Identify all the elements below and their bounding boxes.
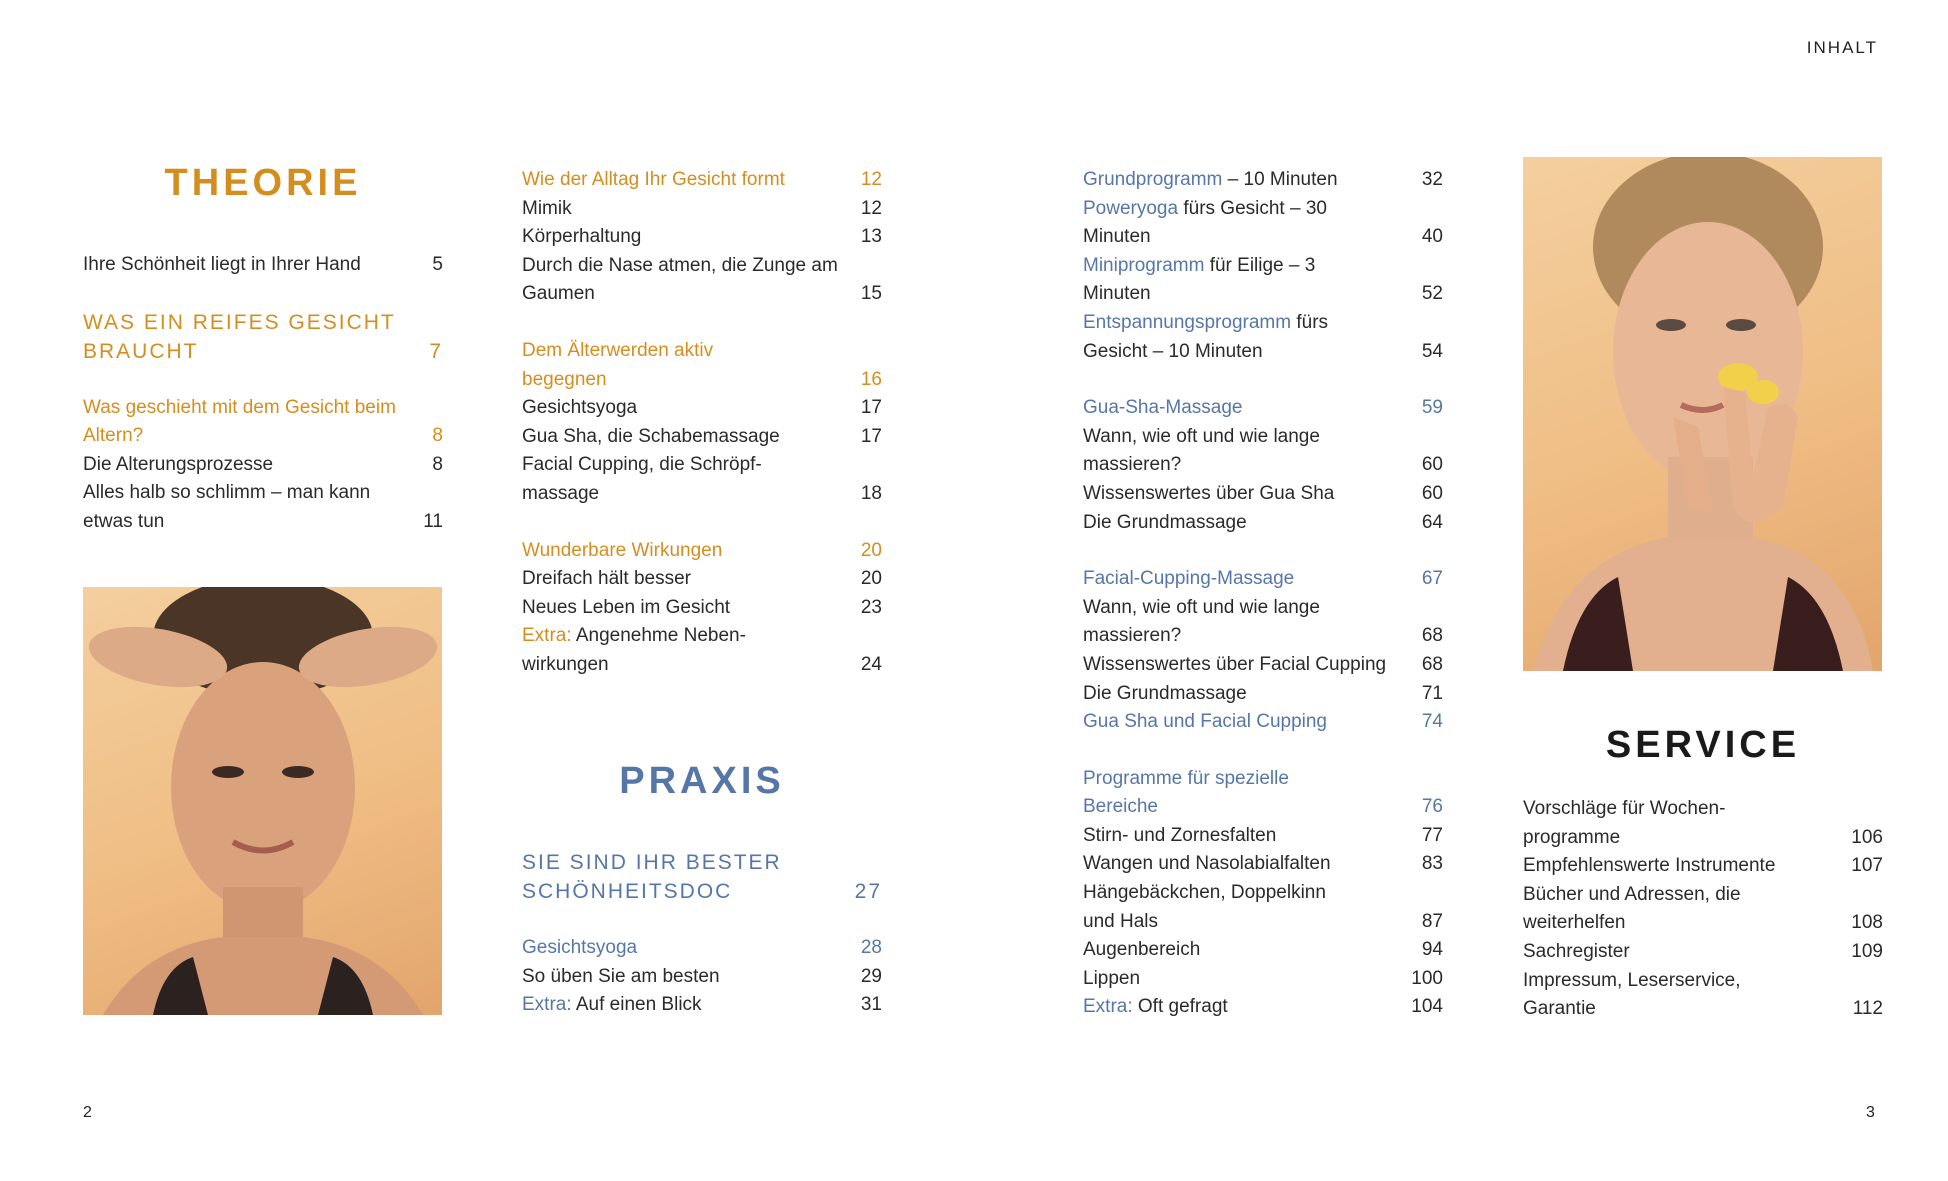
toc-entry[interactable]: So üben Sie am besten 29 [522, 965, 882, 987]
toc-entry[interactable]: Die Grundmassage 71 [1083, 682, 1443, 704]
toc-program-entry[interactable]: Entspannungsprogramm fürs Gesicht – 10 Minuten 54 [1083, 311, 1443, 362]
photo-face-massage-tool [1523, 157, 1882, 671]
toc-entry[interactable]: Wangen und Nasolabialfalten 83 [1083, 853, 1443, 875]
toc-entry[interactable]: Augenbereich 94 [1083, 939, 1443, 961]
toc-entry[interactable]: Neues Leben im Gesicht 23 [522, 596, 882, 618]
toc-extra-entry[interactable]: Extra: Auf einen Blick 31 [522, 994, 882, 1016]
toc-subchapter[interactable]: Programme für spezielle Bereiche 76 [1083, 767, 1443, 818]
toc-subchapter[interactable]: Gua-Sha-Massage 59 [1083, 397, 1443, 419]
toc-entry[interactable]: Alles halb so schlimm – man kann etwas tun 11 [83, 482, 443, 532]
toc-entry[interactable]: Wissenswertes über Gua Sha 60 [1083, 482, 1443, 504]
section-service [1523, 724, 1883, 767]
toc-entry[interactable]: Gua Sha, die Schabemassage 17 [522, 425, 882, 447]
toc-program-entry[interactable]: Grundprogramm – 10 Minuten 32 [1083, 169, 1443, 190]
section-title-theorie: THEORIE [164, 162, 362, 204]
section-title-service: SERVICE [1605, 724, 1801, 766]
toc-entry[interactable]: Impressum, Leserservice, Garantie 112 [1523, 969, 1883, 1020]
toc-list-theorie [83, 251, 443, 537]
toc-entry[interactable]: Dreifach hält besser 20 [522, 568, 882, 590]
toc-entry[interactable]: Facial Cupping, die Schröpf-massage 18 [522, 454, 882, 504]
toc-chapter[interactable]: SIE SIND IHR BESTER SCHÖNHEITSDOC 27 [522, 851, 882, 903]
toc-entry[interactable]: Gesichtsyoga 17 [522, 397, 882, 419]
toc-entry-highlight[interactable]: Gua Sha und Facial Cupping 74 [1083, 711, 1443, 733]
toc-entry[interactable]: Wissenswertes über Facial Cupping 68 [1083, 653, 1443, 675]
toc-entry[interactable]: Sachregister 109 [1523, 940, 1883, 962]
toc-entry[interactable]: Vorschläge für Wochen-programme 106 [1523, 798, 1883, 848]
toc-entry[interactable]: Hängebäckchen, Doppelkinn und Hals 87 [1083, 882, 1443, 932]
toc-entry[interactable]: Ihre Schönheit liegt in Ihrer Hand 5 [83, 254, 443, 275]
toc-subchapter[interactable]: Wie der Alltag Ihr Gesicht formt 12 [522, 169, 882, 190]
toc-program-entry[interactable]: Poweryoga fürs Gesicht – 30 Minuten 40 [1083, 197, 1443, 248]
toc-entry[interactable]: Bücher und Adressen, die weiterhelfen 108 [1523, 883, 1883, 934]
toc-entry[interactable]: Durch die Nase atmen, die Zunge am Gaumen 15 [522, 254, 882, 305]
toc-list-service [1523, 795, 1883, 1024]
toc-entry[interactable]: Lippen 100 [1083, 967, 1443, 989]
section-title-praxis: PRAXIS [619, 760, 785, 802]
running-header: INHALT [1806, 38, 1878, 57]
toc-program-entry[interactable]: Miniprogramm für Eilige – 3 Minuten 52 [1083, 254, 1443, 305]
toc-entry[interactable]: Wann, wie oft und wie lange massieren? 60 [1083, 425, 1443, 476]
toc-list-column-2 [522, 166, 882, 680]
toc-entry[interactable]: Stirn- und Zornesfalten 77 [1083, 824, 1443, 846]
toc-subchapter[interactable]: Facial-Cupping-Massage 67 [1083, 568, 1443, 590]
toc-subchapter[interactable]: Gesichtsyoga 28 [522, 937, 882, 958]
toc-entry[interactable]: Die Alterungsprozesse 8 [83, 453, 443, 475]
photo-forehead-exercise [83, 587, 442, 1015]
page-number-right: 3 [1866, 1104, 1875, 1121]
toc-list-column-3 [1083, 166, 1443, 1022]
toc-extra-entry[interactable]: Extra: Oft gefragt 104 [1083, 996, 1443, 1018]
toc-entry[interactable]: Empfehlenswerte Instrumente 107 [1523, 855, 1883, 877]
toc-entry[interactable]: Körperhaltung 13 [522, 226, 882, 248]
toc-subchapter[interactable]: Dem Älterwerden aktiv begegnen 16 [522, 339, 882, 390]
section-praxis [522, 760, 882, 803]
toc-entry[interactable]: Mimik 12 [522, 197, 882, 219]
toc-subchapter[interactable]: Wunderbare Wirkungen 20 [522, 539, 882, 561]
toc-column-theorie [83, 162, 443, 205]
toc-chapter[interactable]: WAS EIN REIFES GESICHT BRAUCHT 7 [83, 310, 443, 363]
toc-entry[interactable]: Wann, wie oft und wie lange massieren? 68 [1083, 596, 1443, 647]
toc-extra-entry[interactable]: Extra: Angenehme Neben-wirkungen 24 [522, 625, 882, 675]
toc-entry[interactable]: Die Grundmassage 64 [1083, 511, 1443, 533]
page-number-left: 2 [83, 1104, 92, 1121]
toc-subchapter[interactable]: Was geschieht mit dem Gesicht beim Altern? 8 [83, 396, 443, 447]
toc-list-praxis [522, 848, 882, 1020]
